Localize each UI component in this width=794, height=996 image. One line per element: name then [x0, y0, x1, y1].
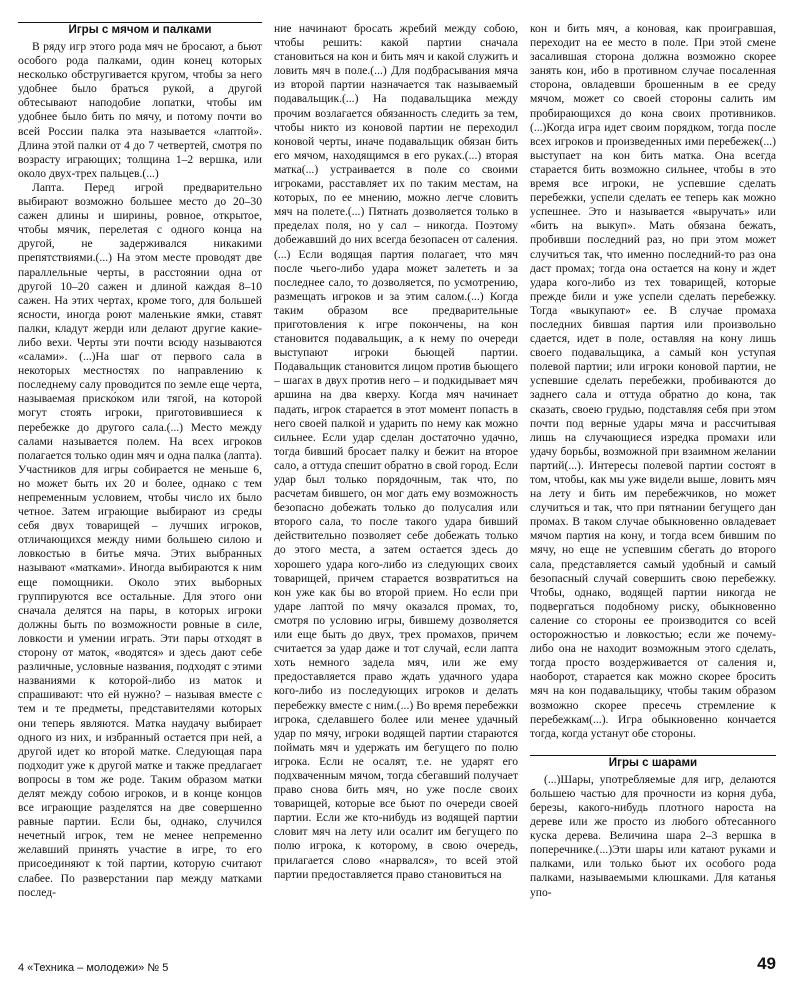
column-2: [274, 22, 518, 947]
section-ball-games-shary: [530, 755, 776, 900]
body-paragraph: кон и бить мяч, а коновая, как проигравшая, переходит на ее место в поле. При этой смене засалившая сторона должна возможно скорее занять кон, ибо в противном случае посаленная сторона, овладевши брошенным в ее среду мячом, может со своей стороны салить им пробирающихся до кона своих противников. (...)Когда игра идет своим порядком, тогда после всех игроков и произведенных ими перебежек(...) выступает на кон бить матка. Она всегда старается бить возможно сильнее, чтобы в это время все игроки, не успевшие сделать перебежки, успели сделать ее теперь как можно успешнее. Это и называется «выручать» или «бить на выкуп». Мать обязана бежать, пробивши последний раз, но при этом может случиться так, что именно последний-то раз она даст промах; тогда она остается на кону и ждет удара кого-либо из тех товарищей, которые прежде били и уже успели сделать перебежку. Тогда «выкупают» ее. В случае промаха последних бившая партия или произвольно сдается, идет в поле, оставляя на кону лишь своего подавальщика, а самый кон уступая полевой партии; или игроки коновой партии, не успевшие сделать перебежки, пробиваются до заднего сала и оттуда обратно до кона, так сказать, своею грудью, подставляя себя при этом почти под верные удары мяча и рассчитывая лишь на случающиеся изредка промахи или удачу борьбы, возможной при взаимном желании партий(...). Интересы полевой партии состоят в том, чтобы, как мы уже видели выше, ловить мяч на лету и бить им перебежчиков, но может случиться и так, что при пятнании бегущего дан промах. В таком случае обыкновенно овладевает мячом партия на кону, и тогда всем бившим по мячу, но еще не успевшим сбегать до второго сала, представляется самый удобный и самый безопасный случай совершить свою перебежку. Чтобы, однако, водящей партии никогда не подвергаться подобному риску, обыкновенно саление со стороны ее производится со всей осторожностью и ловкостью; если же почему-либо она не находит возможным этого сделать, тогда просто воздерживается от саления и, наоборот, старается как можно скорее бросить мяч на кон подавальщику, чтобы таким образом возможно скорее пресечь стремление к перебежкам(...). Игра обыкновенно кончается тогда, когда устанут обе стороны.: [530, 22, 776, 740]
magazine-issue-label: 4 «Техника – молодежи» № 5: [18, 962, 169, 974]
body-paragraph: Лапта. Перед игрой предварительно выбирают возможно большее место до 20–30 сажен длины и ширины, ровное, открытое, чтобы мячик, перелетая с одного конца на другой, не задерживался никакими препятствиями.(...) На этом месте проводят две параллельные черты, в расстоянии одна от другой 10–20 сажен и длиной каждая 8–10 сажен. На этих чертах, кроме того, для большей ясности, иногда роют маленькие ямки, ставят палки, кладут жерди или делают другие какие-либо вехи. Черты эти почти всюду называются «салами». (...)На шаг от первого сала в некоторых местностях по направлению к последнему салу проводится по земле еще черта, называемая приско́ком или тягой, на которой могут стоять игроки, приготовившиеся к перебежке до другого сала.(...) Место между салами называется полем. На всех игроков полагается только один мяч и одна палка (лапта). Участников для игры собирается не меньше 6, но может быть их 20 и более, однако с тем непременным условием, чтобы число их было четное. Затем играющие выбирают из среды себя двух товарищей – лучших игроков, отличающихся между ними большею силою и ловкостью в битье мяча. Этих выбранных называют «матками». Иногда выбираются к ним еще помощники. Около этих выборных группируются все остальные. Для этого они сначала делятся на пары, в которых игроки должны быть по возможности ровные в силе, ловкости и умении играть. Эти пары отходят в сторону от маток, «водятся» и здесь дают себе различные, условные названия, подходят с этими названиями к которой-либо из маток и спрашивают: что ей нужно? – называя вместе с тем и те предметы, представителями которых они теперь являются. Матка наудачу выбирает одного из них, и избранный остается при ней, а другой идет ко второй матке. Следующая пара подходит уже к другой матке и также предлагает вопросы в том же роде. Таким образом матки делят между собою игроков, и в конце концов все играющие разделятся на две совершенно равные партии. Если бы, однако, случился нечетный игрок, тем не менее непременно желавший принять участие в игре, то его присоединяют к той партии, которую считают слабее. По разверстании пар между матками послед-: [18, 180, 262, 899]
body-paragraph: (...)Шары, употребляемые для игр, делаются большею частью для прочности из корня дуба, березы, какого-нибудь плотного нароста на дереве или же просто из любого обтесанного куска дерева. Величина шара 2–3 вершка в поперечнике.(...)Эти шары или катают руками и палками, или только бьют их особого рода палками, называемыми клюшками. Для катанья упо-: [530, 772, 776, 899]
body-paragraph: В ряду игр этого рода мяч не бросают, а бьют особого рода палками, один конец которых несколько обстругивается кругом, чтобы за него удобнее было браться рукой, а другой обтесывают наподобие лопатки, чтобы им удобнее было бить по мячу, и потому почти во всей России палка эта называется «лаптой». Длина этой палки от 4 до 7 четвертей, смотря по возрасту играющих; толщина 1–2 вершка, или около двух-трех пальцев.(...): [18, 40, 262, 180]
column-1: [18, 22, 262, 947]
page-number: 49: [757, 954, 776, 973]
body-paragraph: ние начинают бросать жребий между собою, чтобы решить: какой партии сначала становиться на кон и бить мяч и какой служить и ловить мяч в поле.(...) Для подбрасывания мяча из второй партии назначается так называемый подавальщик.(...) На подавальщика между прочим возлагается обязанность следить за тем, чтобы никто из коновой партии не переходил коновой черты, иначе подавальщик обязан бить его мячом, находящимся в его руках.(...) вторая матка(...) устраивается в поле со своими игроками, расставляет их по таким местам, на которых, по ее мнению, можно легче словить мяч на полете.(...) Пятнать дозволяется только в пределах поля, но у сал – никогда. Поэтому добежавший до них всегда безопасен от саления.(...) Если водящая партия полагает, что мяч после чьего-либо удара может залететь и за последнее сало, то дозволяется, по усмотрению, размещать игроков и за этим салом.(...) Когда таким образом все предварительные приготовления к игре покончены, на кон становится подавальщик, а к нему по очереди выступают игроки бьющей партии. Подавальщик становится лицом против бьющего – шагах в двух против него – и подкидывает мяч аршина на два кверху. Когда мяч начинает падать, игрок старается в этот момент попасть в него своей палкой и ударить по нему как можно сильнее. Если удар сделан достаточно удачно, тогда бивший бросает палку и бежит на второе сало, а оттуда спешит обратно в свой город. Если удар был только порядочным, так что, по расчетам бившего, он мог дать ему возможность безопасно добежать только до полусалия или второго сала, то после такого удара бивший действительно позволяет себе добежать только до этого места, а затем остается здесь до хорошего удара кого-либо из следующих своих товарищей, причем старается возвратиться на кон уже как бы во второй прием. Но если при ударе лаптой по мячу оказался промах, то, смотря по условию игры, бившему дозволяется или еще быть до двух, трех промахов, причем считается за удар даже и тот случай, если лапта хоть немного задела мяч, или же ему предоставляется право ждать удачного удара кого-либо из последующих игроков и делать перебежку вместе с ним.(...) Во время перебежки игрока, сделавшего более или менее удачный удар по мячу, игроки водящей партии стараются поймать мяч и удержать им бегущего по полю игрока. Если не осалят, т.е. не ударят его подхваченным мячом, тогда сбегавший получает право снова бить мяч, но уже после своих товарищей, которые все бьют по очереди своей партии. Если же кто-нибудь из водящей партии словит мяч на лету или осалит им бегущего по полю игрока, к которому, в свою очередь, прилагается слово «нарвался», то всей этой партии предоставляется право становиться на: [274, 22, 518, 881]
column-3: [530, 22, 776, 947]
section-title-shary: Игры с шарами: [608, 755, 698, 769]
section-title-ball-games: Игры с мячом и палками: [68, 23, 212, 36]
